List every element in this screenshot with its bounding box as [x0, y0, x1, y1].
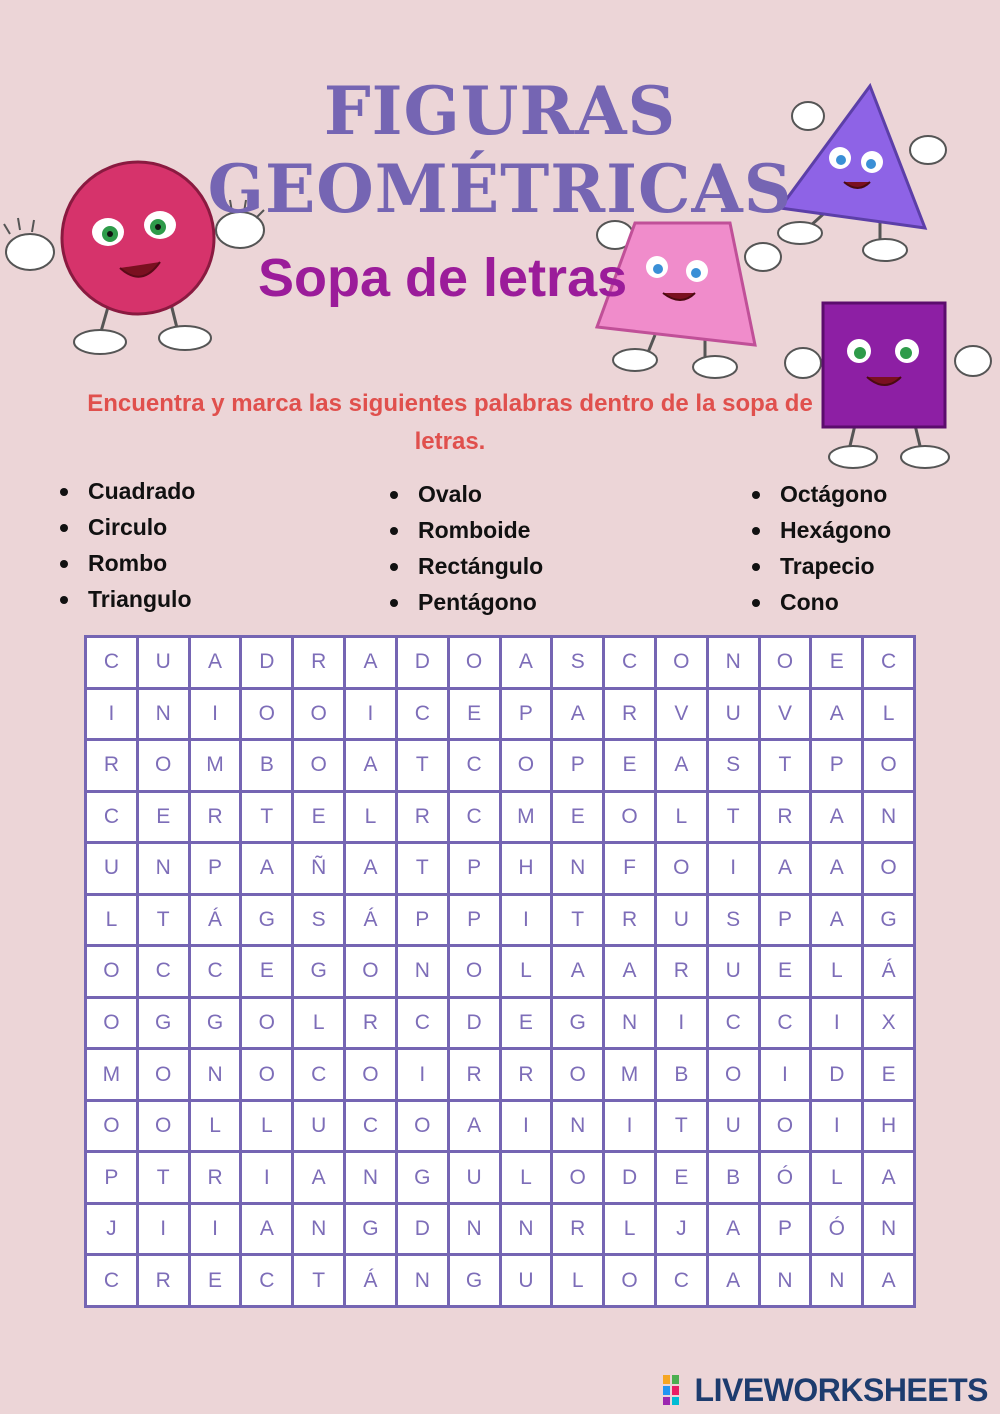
page-subtitle: Sopa de letras: [258, 248, 628, 308]
grid-cell[interactable]: I: [707, 843, 759, 895]
grid-cell[interactable]: S: [707, 894, 759, 946]
liveworksheets-logo-icon: [663, 1375, 689, 1405]
grid-cell[interactable]: U: [137, 637, 189, 689]
grid-cell[interactable]: I: [500, 894, 552, 946]
grid-cell[interactable]: O: [293, 688, 345, 740]
grid-cell[interactable]: C: [863, 637, 915, 689]
grid-cell[interactable]: M: [86, 1049, 138, 1101]
grid-cell[interactable]: A: [345, 740, 397, 792]
grid-cell[interactable]: C: [241, 1255, 293, 1307]
grid-cell[interactable]: R: [448, 1049, 500, 1101]
grid-cell[interactable]: R: [137, 1255, 189, 1307]
grid-cell[interactable]: E: [293, 791, 345, 843]
grid-cell[interactable]: N: [396, 1255, 448, 1307]
triangle-right-glove-icon: [910, 136, 946, 164]
grid-cell[interactable]: Ó: [811, 1203, 863, 1255]
word-item: Romboide: [390, 512, 543, 548]
grid-cell[interactable]: P: [552, 740, 604, 792]
grid-cell[interactable]: N: [293, 1203, 345, 1255]
word-item: Rectángulo: [390, 548, 543, 584]
grid-row: [86, 1100, 915, 1152]
grid-cell[interactable]: O: [137, 1100, 189, 1152]
word-item: Pentágono: [390, 584, 543, 620]
grid-cell[interactable]: E: [500, 997, 552, 1049]
grid-cell[interactable]: E: [189, 1255, 241, 1307]
grid-row: [86, 791, 915, 843]
grid-cell[interactable]: C: [396, 997, 448, 1049]
grid-cell[interactable]: I: [655, 997, 707, 1049]
grid-cell[interactable]: S: [707, 740, 759, 792]
grid-cell[interactable]: C: [189, 946, 241, 998]
liveworksheets-logo: [663, 1372, 988, 1408]
square-right-fist-icon: [955, 346, 991, 376]
grid-cell[interactable]: A: [293, 1152, 345, 1204]
grid-cell[interactable]: P: [448, 894, 500, 946]
grid-cell[interactable]: P: [86, 1152, 138, 1204]
grid-row: [86, 1049, 915, 1101]
grid-cell[interactable]: Ñ: [293, 843, 345, 895]
grid-cell[interactable]: C: [86, 1255, 138, 1307]
word-item: Cono: [752, 584, 891, 620]
grid-cell[interactable]: R: [759, 791, 811, 843]
grid-cell[interactable]: G: [137, 997, 189, 1049]
page-title-line2: GEOMÉTRICAS: [207, 150, 793, 228]
grid-cell[interactable]: O: [863, 740, 915, 792]
grid-cell[interactable]: L: [655, 791, 707, 843]
grid-cell[interactable]: L: [811, 946, 863, 998]
grid-cell[interactable]: N: [811, 1255, 863, 1307]
grid-cell[interactable]: T: [552, 894, 604, 946]
grid-cell[interactable]: G: [241, 894, 293, 946]
grid-cell[interactable]: I: [189, 688, 241, 740]
grid-cell[interactable]: J: [86, 1203, 138, 1255]
grid-cell[interactable]: P: [396, 894, 448, 946]
grid-cell[interactable]: U: [448, 1152, 500, 1204]
grid-row: [86, 997, 915, 1049]
grid-row: [86, 946, 915, 998]
grid-cell[interactable]: D: [811, 1049, 863, 1101]
grid-cell[interactable]: Á: [863, 946, 915, 998]
grid-cell[interactable]: N: [604, 997, 656, 1049]
grid-row: [86, 1255, 915, 1307]
grid-cell[interactable]: E: [448, 688, 500, 740]
grid-cell[interactable]: N: [552, 843, 604, 895]
trapezoid-right-glove-icon: [745, 243, 781, 271]
grid-cell[interactable]: T: [396, 740, 448, 792]
grid-cell[interactable]: H: [500, 843, 552, 895]
grid-cell[interactable]: O: [604, 1255, 656, 1307]
grid-cell[interactable]: P: [500, 688, 552, 740]
grid-cell[interactable]: V: [759, 688, 811, 740]
grid-cell[interactable]: N: [759, 1255, 811, 1307]
grid-cell[interactable]: N: [863, 791, 915, 843]
grid-cell[interactable]: O: [241, 688, 293, 740]
grid-cell[interactable]: I: [811, 997, 863, 1049]
grid-cell[interactable]: A: [811, 688, 863, 740]
grid-cell[interactable]: G: [448, 1255, 500, 1307]
grid-cell[interactable]: U: [293, 1100, 345, 1152]
liveworksheets-logo-text: LIVEWORKSHEETS: [694, 1371, 988, 1408]
grid-cell[interactable]: A: [604, 946, 656, 998]
grid-cell[interactable]: R: [86, 740, 138, 792]
grid-cell[interactable]: S: [552, 637, 604, 689]
grid-cell[interactable]: T: [137, 1152, 189, 1204]
grid-cell[interactable]: O: [759, 1100, 811, 1152]
grid-cell[interactable]: U: [707, 1100, 759, 1152]
grid-cell[interactable]: O: [707, 1049, 759, 1101]
grid-cell[interactable]: O: [86, 1100, 138, 1152]
grid-cell[interactable]: A: [189, 637, 241, 689]
grid-cell[interactable]: F: [604, 843, 656, 895]
grid-cell[interactable]: I: [241, 1152, 293, 1204]
grid-cell[interactable]: I: [500, 1100, 552, 1152]
grid-cell[interactable]: E: [759, 946, 811, 998]
grid-cell[interactable]: Á: [345, 1255, 397, 1307]
word-item: Rombo: [60, 545, 195, 581]
grid-cell[interactable]: G: [345, 1203, 397, 1255]
grid-row: [86, 1203, 915, 1255]
grid-cell[interactable]: B: [655, 1049, 707, 1101]
grid-cell[interactable]: R: [345, 997, 397, 1049]
grid-cell[interactable]: L: [500, 1152, 552, 1204]
grid-cell[interactable]: H: [863, 1100, 915, 1152]
grid-cell[interactable]: O: [759, 637, 811, 689]
grid-cell[interactable]: C: [759, 997, 811, 1049]
word-search-grid: [84, 635, 916, 1308]
grid-row: [86, 740, 915, 792]
grid-cell[interactable]: Á: [345, 894, 397, 946]
grid-cell[interactable]: I: [604, 1100, 656, 1152]
grid-cell[interactable]: O: [396, 1100, 448, 1152]
grid-cell[interactable]: D: [396, 1203, 448, 1255]
grid-cell[interactable]: I: [345, 688, 397, 740]
grid-cell[interactable]: U: [86, 843, 138, 895]
grid-cell[interactable]: G: [863, 894, 915, 946]
grid-cell[interactable]: P: [448, 843, 500, 895]
grid-cell[interactable]: O: [241, 1049, 293, 1101]
grid-cell[interactable]: R: [293, 637, 345, 689]
grid-cell[interactable]: O: [137, 740, 189, 792]
grid-cell[interactable]: E: [863, 1049, 915, 1101]
grid-cell[interactable]: S: [293, 894, 345, 946]
grid-cell[interactable]: C: [396, 688, 448, 740]
grid-cell[interactable]: V: [655, 688, 707, 740]
grid-cell[interactable]: A: [863, 1152, 915, 1204]
grid-cell[interactable]: A: [811, 843, 863, 895]
grid-cell[interactable]: G: [189, 997, 241, 1049]
grid-cell[interactable]: A: [241, 843, 293, 895]
word-item: Trapecio: [752, 548, 891, 584]
grid-cell[interactable]: C: [707, 997, 759, 1049]
grid-cell[interactable]: C: [604, 637, 656, 689]
grid-cell[interactable]: G: [396, 1152, 448, 1204]
word-item: Cuadrado: [60, 473, 195, 509]
grid-cell[interactable]: R: [189, 1152, 241, 1204]
grid-cell[interactable]: R: [552, 1203, 604, 1255]
grid-cell[interactable]: R: [604, 894, 656, 946]
grid-cell[interactable]: L: [552, 1255, 604, 1307]
grid-cell[interactable]: R: [396, 791, 448, 843]
grid-cell[interactable]: O: [137, 1049, 189, 1101]
grid-cell[interactable]: C: [137, 946, 189, 998]
grid-cell[interactable]: I: [811, 1100, 863, 1152]
grid-cell[interactable]: L: [863, 688, 915, 740]
grid-cell[interactable]: T: [241, 791, 293, 843]
grid-cell[interactable]: A: [448, 1100, 500, 1152]
word-list-column-2: [390, 476, 543, 620]
grid-cell[interactable]: N: [137, 688, 189, 740]
word-list-column-3: [752, 476, 891, 620]
grid-cell[interactable]: E: [811, 637, 863, 689]
grid-cell[interactable]: N: [448, 1203, 500, 1255]
grid-row: [86, 894, 915, 946]
grid-cell[interactable]: D: [448, 997, 500, 1049]
word-item: Ovalo: [390, 476, 543, 512]
grid-cell[interactable]: O: [448, 946, 500, 998]
grid-cell[interactable]: L: [86, 894, 138, 946]
grid-cell[interactable]: A: [863, 1255, 915, 1307]
grid-cell[interactable]: O: [604, 791, 656, 843]
grid-cell[interactable]: L: [500, 946, 552, 998]
grid-cell[interactable]: A: [552, 946, 604, 998]
grid-cell[interactable]: R: [655, 946, 707, 998]
grid-cell[interactable]: P: [189, 843, 241, 895]
grid-cell[interactable]: A: [345, 843, 397, 895]
grid-cell[interactable]: N: [189, 1049, 241, 1101]
grid-cell[interactable]: C: [448, 791, 500, 843]
grid-cell[interactable]: A: [552, 688, 604, 740]
grid-cell[interactable]: P: [759, 1203, 811, 1255]
grid-cell[interactable]: A: [707, 1255, 759, 1307]
grid-cell[interactable]: O: [448, 637, 500, 689]
grid-cell[interactable]: N: [863, 1203, 915, 1255]
grid-cell[interactable]: U: [707, 946, 759, 998]
page-title-line1: FIGURAS: [323, 72, 677, 150]
grid-row: [86, 1152, 915, 1204]
grid-cell[interactable]: I: [759, 1049, 811, 1101]
grid-cell[interactable]: U: [707, 688, 759, 740]
grid-cell[interactable]: P: [811, 740, 863, 792]
grid-cell[interactable]: D: [241, 637, 293, 689]
grid-cell[interactable]: A: [759, 843, 811, 895]
grid-cell[interactable]: Á: [189, 894, 241, 946]
grid-cell[interactable]: O: [293, 740, 345, 792]
grid-cell[interactable]: D: [396, 637, 448, 689]
grid-cell[interactable]: U: [500, 1255, 552, 1307]
grid-cell[interactable]: T: [137, 894, 189, 946]
grid-cell[interactable]: N: [552, 1100, 604, 1152]
grid-cell[interactable]: C: [448, 740, 500, 792]
grid-cell[interactable]: N: [345, 1152, 397, 1204]
grid-cell[interactable]: L: [189, 1100, 241, 1152]
grid-cell[interactable]: O: [241, 997, 293, 1049]
grid-cell[interactable]: C: [655, 1255, 707, 1307]
grid-cell[interactable]: X: [863, 997, 915, 1049]
word-item: Hexágono: [752, 512, 891, 548]
grid-cell[interactable]: N: [396, 946, 448, 998]
grid-cell[interactable]: M: [189, 740, 241, 792]
instructions: Encuentra y marca las siguientes palabras dentro de la sopa de letras.: [87, 390, 813, 455]
grid-cell[interactable]: C: [86, 791, 138, 843]
grid-cell[interactable]: E: [241, 946, 293, 998]
grid-cell[interactable]: M: [604, 1049, 656, 1101]
grid-cell[interactable]: A: [811, 791, 863, 843]
word-item: Octágono: [752, 476, 891, 512]
grid-cell[interactable]: U: [655, 894, 707, 946]
grid-cell[interactable]: R: [189, 791, 241, 843]
grid-cell[interactable]: A: [345, 637, 397, 689]
grid-cell[interactable]: D: [604, 1152, 656, 1204]
grid-cell[interactable]: A: [655, 740, 707, 792]
grid-cell[interactable]: O: [86, 946, 138, 998]
grid-cell[interactable]: O: [863, 843, 915, 895]
word-list-column-1: [60, 473, 195, 617]
grid-cell[interactable]: N: [500, 1203, 552, 1255]
grid-cell[interactable]: T: [396, 843, 448, 895]
grid-cell[interactable]: E: [137, 791, 189, 843]
grid-cell[interactable]: O: [655, 637, 707, 689]
grid-cell[interactable]: L: [345, 791, 397, 843]
grid-row: [86, 843, 915, 895]
square-left-fist-icon: [785, 348, 821, 378]
grid-cell[interactable]: R: [500, 1049, 552, 1101]
grid-cell[interactable]: B: [241, 740, 293, 792]
grid-cell[interactable]: E: [552, 791, 604, 843]
grid-cell[interactable]: A: [811, 894, 863, 946]
grid-cell[interactable]: A: [707, 1203, 759, 1255]
grid-cell[interactable]: I: [396, 1049, 448, 1101]
grid-cell[interactable]: R: [604, 688, 656, 740]
grid-cell[interactable]: O: [500, 740, 552, 792]
grid-cell[interactable]: T: [655, 1100, 707, 1152]
word-item: Triangulo: [60, 581, 195, 617]
grid-cell[interactable]: A: [500, 637, 552, 689]
grid-cell[interactable]: I: [189, 1203, 241, 1255]
grid-cell[interactable]: O: [552, 1049, 604, 1101]
grid-cell[interactable]: M: [500, 791, 552, 843]
grid-cell[interactable]: L: [241, 1100, 293, 1152]
grid-cell[interactable]: G: [552, 997, 604, 1049]
grid-row: [86, 688, 915, 740]
grid-cell[interactable]: L: [604, 1203, 656, 1255]
grid-cell[interactable]: E: [655, 1152, 707, 1204]
grid-cell[interactable]: L: [811, 1152, 863, 1204]
left-glove-icon: [4, 218, 54, 270]
grid-cell[interactable]: A: [241, 1203, 293, 1255]
grid-cell[interactable]: T: [759, 740, 811, 792]
word-item: Circulo: [60, 509, 195, 545]
grid-cell[interactable]: T: [293, 1255, 345, 1307]
grid-cell[interactable]: C: [345, 1100, 397, 1152]
grid-cell[interactable]: I: [86, 688, 138, 740]
grid-cell[interactable]: N: [137, 843, 189, 895]
grid-cell[interactable]: T: [707, 791, 759, 843]
grid-cell[interactable]: G: [293, 946, 345, 998]
grid-cell[interactable]: B: [707, 1152, 759, 1204]
grid-cell[interactable]: C: [86, 637, 138, 689]
grid-cell[interactable]: O: [345, 1049, 397, 1101]
grid-cell[interactable]: O: [86, 997, 138, 1049]
grid-cell[interactable]: L: [293, 997, 345, 1049]
grid-cell[interactable]: E: [604, 740, 656, 792]
grid-cell[interactable]: O: [655, 843, 707, 895]
grid-cell[interactable]: I: [137, 1203, 189, 1255]
grid-row: [86, 637, 915, 689]
grid-cell[interactable]: J: [655, 1203, 707, 1255]
grid-cell[interactable]: O: [345, 946, 397, 998]
grid-cell[interactable]: C: [293, 1049, 345, 1101]
grid-cell[interactable]: O: [552, 1152, 604, 1204]
grid-cell[interactable]: Ó: [759, 1152, 811, 1204]
grid-cell[interactable]: N: [707, 637, 759, 689]
grid-cell[interactable]: P: [759, 894, 811, 946]
